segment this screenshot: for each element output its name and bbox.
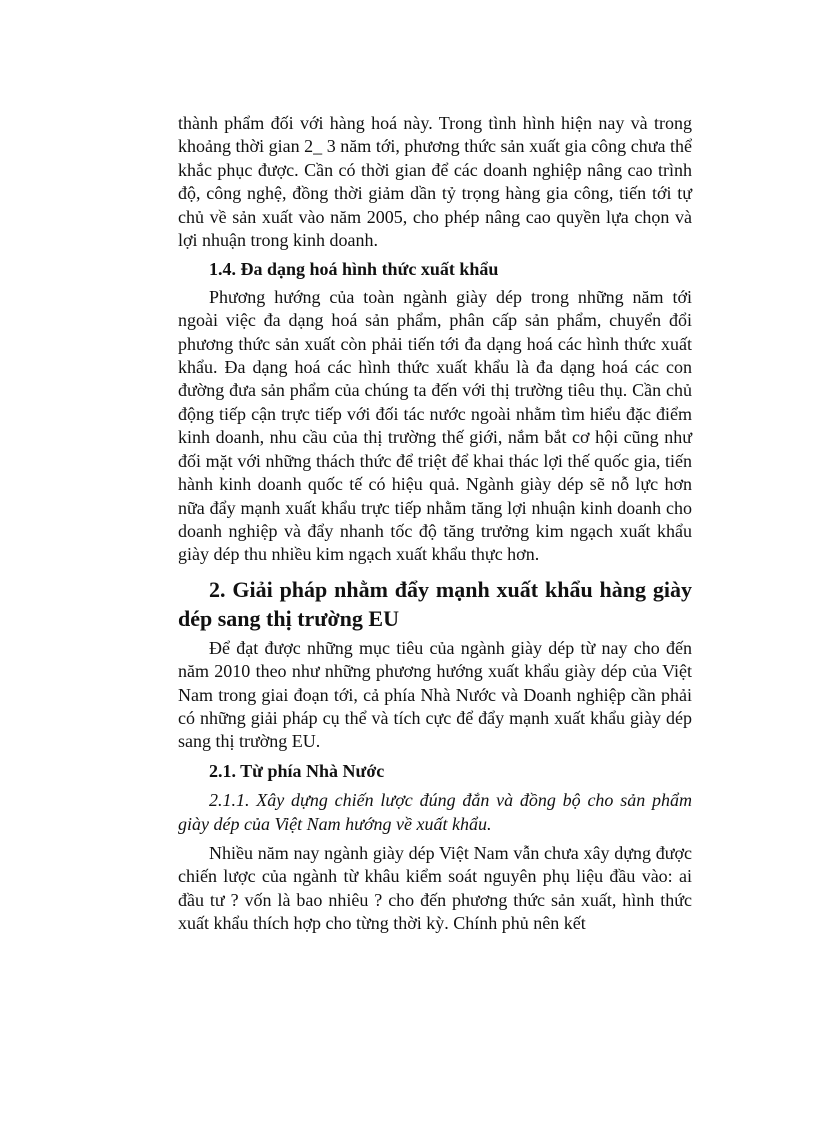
document-page (178, 112, 692, 936)
paragraph-section-2-intro: Để đạt được những mục tiêu của ngành giày dép từ nay cho đến năm 2010 theo như những phương hướng xuất khẩu giày dép của Việt Nam trong giai đoạn tới, cả phía Nhà Nước và Doanh nghiệp cần phải có những giải pháp cụ thể và tích cực để đẩy mạnh xuất khẩu giày dép sang thị trường EU. (178, 637, 692, 752)
paragraph-continuation: thành phẩm đối với hàng hoá này. Trong tình hình hiện nay và trong khoảng thời gian 2_ 3 năm tới, phương thức sản xuất gia công chưa thể khắc phục được. Cần có thời gian để các doanh nghiệp nâng cao trình độ, công nghệ, đồng thời giảm dần tỷ trọng hàng gia công, tiến tới tự chủ về sản xuất vào năm 2005, cho phép nâng cao quyền lựa chọn và lợi nhuận trong kinh doanh. (178, 113, 692, 251)
heading-section-2: 2. Giải pháp nhằm đẩy mạnh xuất khẩu hàng giày dép sang thị trường EU (178, 576, 692, 631)
heading-2-1-1: 2.1.1. Xây dựng chiến lược đúng đắn và đồng bộ cho sản phẩm giày dép của Việt Nam hướng về xuất khẩu. (178, 790, 692, 834)
paragraph-strategy: Nhiều năm nay ngành giày dép Việt Nam vẫn chưa xây dựng được chiến lược của ngành từ khâu kiểm soát nguyên phụ liệu đầu vào: ai đầu tư ? vốn là bao nhiêu ? cho đến phương thức sản xuất, hình thức xuất khẩu thích hợp cho từng thời kỳ. Chính phủ nên kết (178, 842, 692, 934)
paragraph-diversify-export: Phương hướng của toàn ngành giày dép trong những năm tới ngoài việc đa dạng hoá sản phẩm, phân cấp sản phẩm, chuyển đổi phương thức sản xuất còn phải tiến tới đa dạng hoá các hình thức xuất khẩu. Đa dạng hoá các hình thức xuất khẩu là đa dạng hoá các con đường đưa sản phẩm của chúng ta đến với thị trường tiêu thụ. Cần chủ động tiếp cận trực tiếp với đối tác nước ngoài nhằm tìm hiểu đặc điểm kinh doanh, nhu cầu của thị trường thế giới, nắm bắt cơ hội cũng như đối mặt với những thách thức để triệt để khai thác lợi thế quốc gia, tiến hành kinh doanh quốc tế có hiệu quả. Ngành giày dép sẽ nỗ lực hơn nữa đẩy mạnh xuất khẩu trực tiếp nhằm tăng lợi nhuận kinh doanh cho doanh nghiệp và đẩy nhanh tốc độ tăng trưởng kim ngạch xuất khẩu giày dép thu nhiều kim ngạch xuất khẩu thực hơn. (178, 286, 692, 565)
heading-1-4: 1.4. Đa dạng hoá hình thức xuất khẩu (209, 259, 499, 280)
heading-2-1: 2.1. Từ phía Nhà Nước (209, 760, 385, 781)
